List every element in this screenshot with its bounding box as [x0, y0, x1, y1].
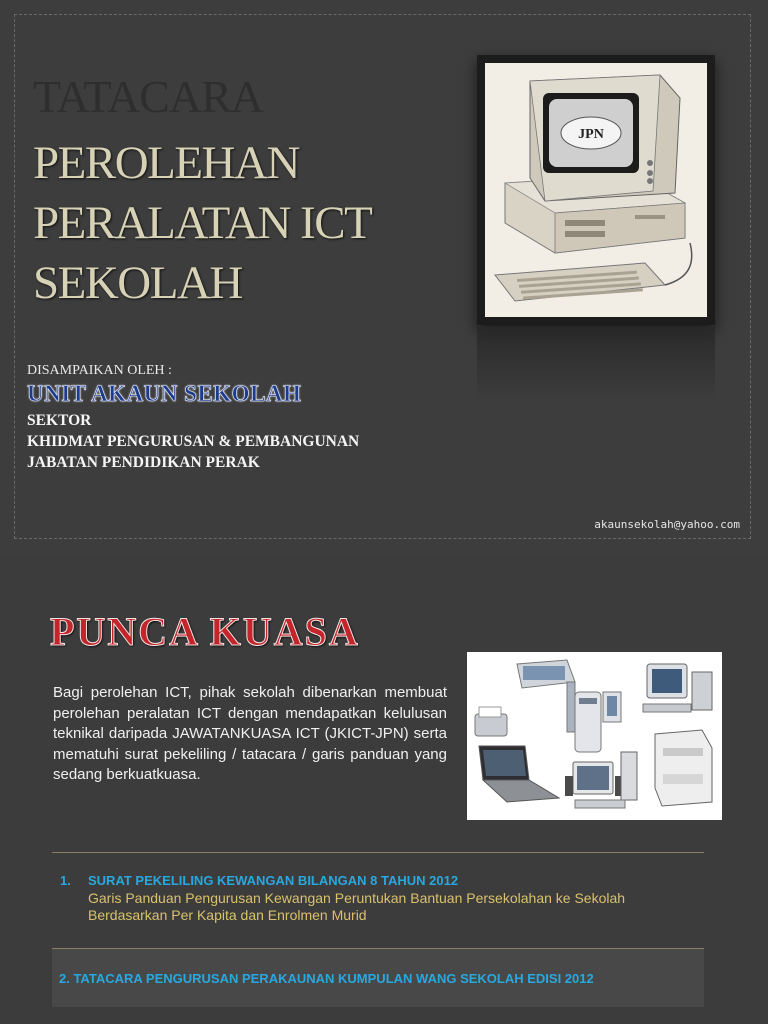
ict-devices-icon	[467, 652, 722, 820]
org-line-1: SEKTOR	[27, 412, 92, 429]
photo-reflection	[477, 327, 715, 402]
unit-name: UNIT AKAUN SEKOLAH	[27, 381, 302, 406]
contact-email: akaunsekolah@yahoo.com	[594, 518, 740, 531]
divider-top	[52, 852, 704, 853]
intro-paragraph: Bagi perolehan ICT, pihak sekolah dibenarkan membuat perolehan peralatan ICT dengan mendapatkan kelulusan teknikal daripada JAWATANKUASA ICT (JKICT-JPN) serta mematuhi surat pekeliling / tatacara / garis panduan yang sedang berkuatkuasa.	[53, 684, 447, 783]
section-heading: PUNCA KUASA	[50, 609, 360, 654]
computer-photo	[477, 55, 715, 325]
vintage-computer-icon	[485, 63, 707, 317]
reference-2-box	[52, 949, 704, 1007]
reference-2: 2. TATACARA PENGURUSAN PERAKAUNAN KUMPULAN WANG SEKOLAH EDISI 2012	[59, 971, 594, 986]
title-line-4: SEKOLAH	[33, 257, 242, 309]
reference-1-title: SURAT PEKELILING KEWANGAN BILANGAN 8 TAHUN 2012	[88, 873, 459, 888]
authority-slide	[0, 568, 768, 1024]
org-line-2: KHIDMAT PENGURUSAN & PEMBANGUNAN	[27, 433, 360, 450]
org-line-3: JABATAN PENDIDIKAN PERAK	[27, 454, 260, 471]
reference-1-number: 1.	[60, 873, 71, 888]
ict-devices-image	[467, 652, 722, 820]
title-line-1: TATACARA	[33, 71, 263, 122]
reference-1-description: Garis Panduan Pengurusan Kewangan Peruntukan Bantuan Persekolahan ke Sekolah Berdasarkan Per Kapita dan Enrolmen Murid	[88, 890, 626, 923]
title-line-2: PEROLEHAN	[33, 137, 299, 189]
title-line-3: PERALATAN ICT	[33, 197, 372, 249]
presented-by-label: DISAMPAIKAN OLEH :	[27, 363, 172, 378]
monitor-logo: JPN	[578, 127, 604, 142]
